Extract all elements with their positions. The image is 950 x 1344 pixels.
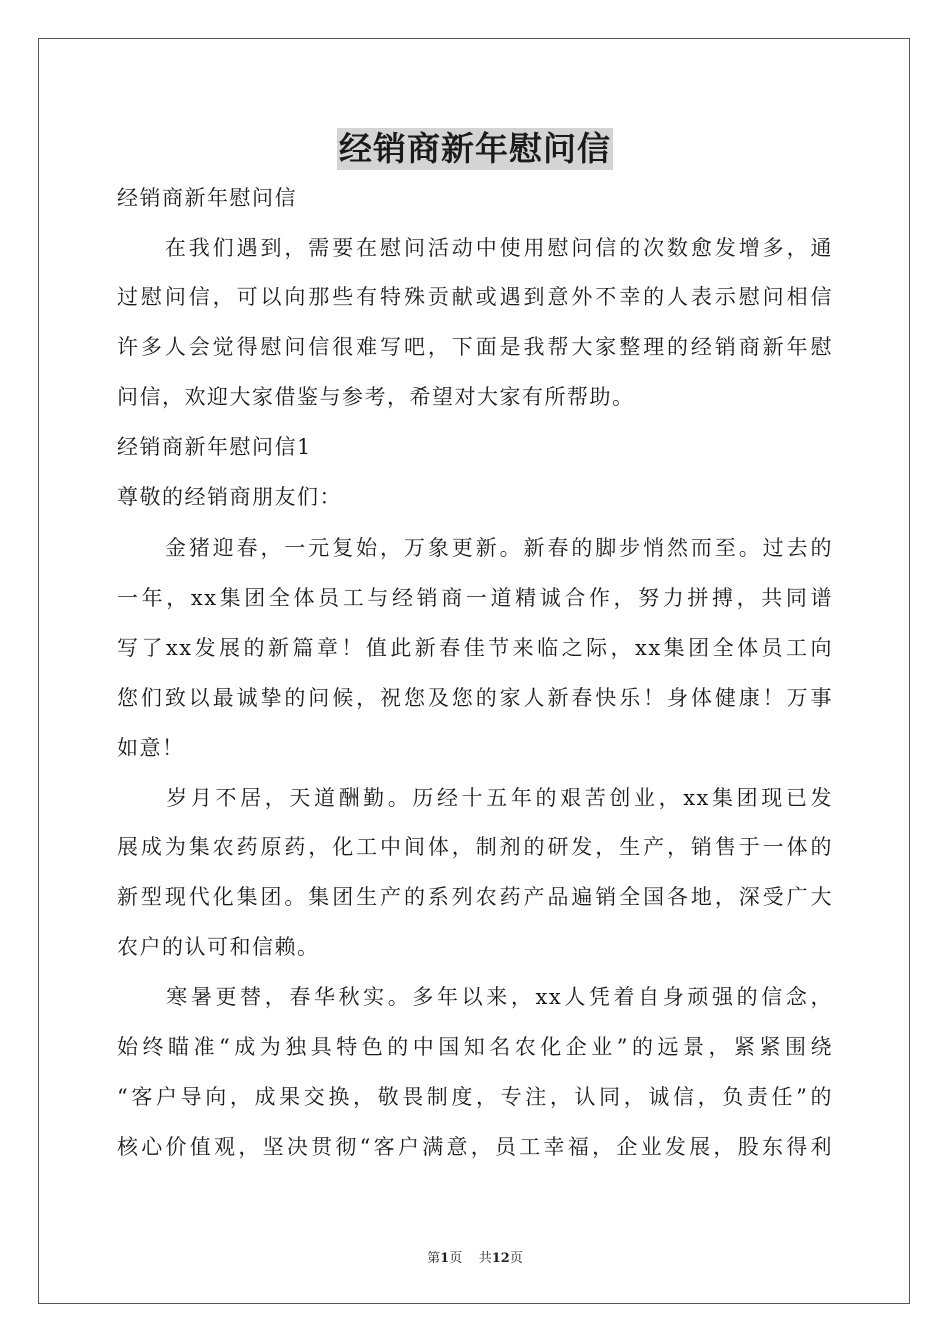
text-line: 岁月不居，天道酬勤。历经十五年的艰苦创业，xx集团现已发 — [117, 786, 833, 810]
text-line: 寒暑更替，春华秋实。多年以来，xx人凭着自身顽强的信念， — [117, 985, 833, 1009]
page-suffix: 页 — [449, 1251, 463, 1266]
text-line: 一年，xx集团全体员工与经销商一道精诚合作，努力拼搏，共同谱 — [117, 586, 833, 610]
salutation: 尊敬的经销商朋友们： — [117, 485, 342, 509]
text-line: “客户导向，成果交换，敬畏制度，专注，认同，诚信，负责任”的 — [117, 1085, 833, 1109]
title-container — [0, 128, 950, 170]
page-border — [38, 38, 910, 1304]
page-number: 1 — [440, 1251, 450, 1266]
text-line: 问信，欢迎大家借鉴与参考，希望对大家有所帮助。 — [117, 385, 635, 409]
section-heading: 经销商新年慰问信1 — [117, 435, 312, 459]
document-title: 经销商新年慰问信 — [339, 129, 611, 168]
page-prefix: 第 — [427, 1251, 441, 1266]
text-line: 农户的认可和信赖。 — [117, 935, 320, 959]
text-line: 许多人会觉得慰问信很难写吧，下面是我帮大家整理的经销商新年慰 — [117, 335, 833, 359]
text-line: 写了xx发展的新篇章！值此新春佳节来临之际，xx集团全体员工向 — [117, 636, 833, 660]
text-line: 新型现代化集团。集团生产的系列农药产品遍销全国各地，深受广大 — [117, 885, 833, 909]
total-pages: 12 — [491, 1251, 510, 1266]
text-line: 如意！ — [117, 736, 185, 760]
text-line: 展成为集农药原药，化工中间体，制剂的研发，生产，销售于一体的 — [117, 835, 833, 859]
total-suffix: 页 — [509, 1251, 523, 1266]
text-line: 您们致以最诚挚的问候，祝您及您的家人新春快乐！身体健康！万事 — [117, 686, 833, 710]
text-line: 核心价值观，坚决贯彻“客户满意，员工幸福，企业发展，股东得利 — [117, 1135, 833, 1159]
text-line: 过慰问信，可以向那些有特殊贡献或遇到意外不幸的人表示慰问相信 — [117, 285, 833, 309]
text-line: 经销商新年慰问信 — [117, 186, 297, 210]
text-line: 金猪迎春，一元复始，万象更新。新春的脚步悄然而至。过去的 — [117, 536, 833, 560]
text-line: 始终瞄准“成为独具特色的中国知名农化企业”的远景，紧紧围绕 — [117, 1035, 833, 1059]
text-line: 在我们遇到，需要在慰问活动中使用慰问信的次数愈发增多，通 — [117, 236, 833, 260]
page-footer — [0, 1247, 950, 1266]
total-prefix: 共 — [478, 1251, 492, 1266]
